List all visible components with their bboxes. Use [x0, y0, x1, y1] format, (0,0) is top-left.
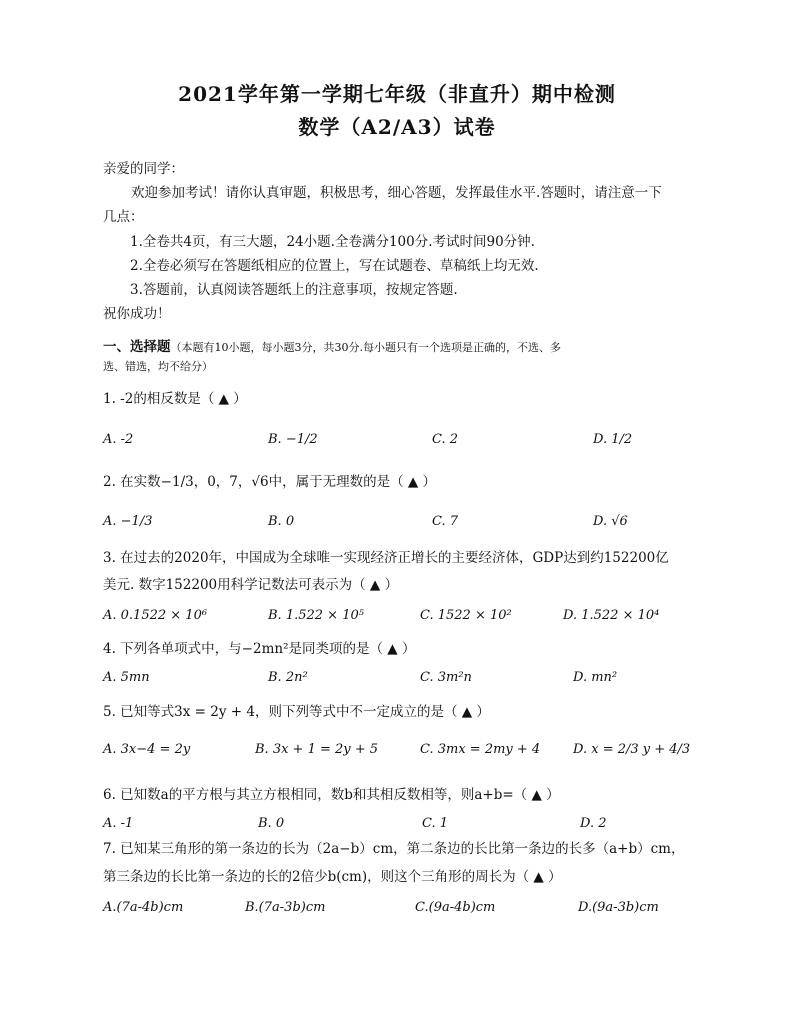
- rule-3: 3.答题前，认真阅读答题纸上的注意事项，按规定答题.: [130, 282, 458, 298]
- question-3-option-c: C. 1522 × 10²: [420, 608, 512, 623]
- section-note: （本题有10小题，每小题3分，共30分.每小题只有一个选项是正确的，不选、多: [170, 341, 561, 354]
- question-3-option-a: A. 0.1522 × 10⁶: [103, 608, 208, 623]
- section-title: 一、选择题: [103, 339, 171, 355]
- closing: 祝你成功！: [103, 306, 171, 322]
- question-6-option-a: A. -1: [103, 816, 134, 831]
- question-3-option-d: D. 1.522 × 10⁴: [563, 608, 660, 623]
- question-1-stem: 1. -2的相反数是（ ▲ ）: [103, 391, 247, 407]
- question-5-option-c: C. 3mx = 2my + 4: [420, 742, 541, 757]
- question-5-option-b: B. 3x + 1 = 2y + 5: [255, 742, 379, 757]
- question-7-stem: 7. 已知某三角形的第一条边的长为（2a−b）cm，第二条边的长比第一条边的长多（a+b）cm，: [103, 841, 685, 857]
- question-6-option-d: D. 2: [580, 816, 607, 831]
- rule-1: 1.全卷共4页，有三大题，24小题.全卷满分100分.考试时间90分钟.: [130, 234, 535, 250]
- question-1-option-a: A. -2: [103, 432, 134, 447]
- question-7-option-b: B.(7a-3b)cm: [245, 900, 326, 915]
- intro-paragraph-cont: 几点：: [103, 209, 144, 225]
- question-3-stem: 3. 在过去的2020年，中国成为全球唯一实现经济正增长的主要经济体，GDP达到约152200亿: [103, 550, 669, 566]
- question-4-stem: 4. 下列各单项式中，与−2mn²是同类项的是（ ▲ ）: [103, 641, 416, 657]
- question-2-option-d: D. √6: [593, 514, 628, 529]
- question-5-option-a: A. 3x−4 = 2y: [103, 742, 191, 757]
- question-4-option-d: D. mn²: [573, 670, 618, 685]
- intro-paragraph: 欢迎参加考试！请你认真审题，积极思考，细心答题，发挥最佳水平.答题时，请注意一下: [131, 185, 662, 201]
- question-3-stem-cont: 美元. 数字152200用科学记数法可表示为（ ▲ ）: [103, 577, 399, 593]
- question-4-option-b: B. 2n²: [268, 670, 308, 685]
- question-1-option-d: D. 1/2: [593, 432, 633, 447]
- question-2-option-c: C. 7: [432, 514, 459, 529]
- exam-subtitle: 数学（A2/A3）试卷: [298, 115, 496, 139]
- rule-2: 2.全卷必须写在答题纸相应的位置上，写在试题卷、草稿纸上均无效.: [130, 258, 539, 274]
- question-7-option-a: A.(7a-4b)cm: [103, 900, 184, 915]
- question-2-stem: 2. 在实数−1/3，0，7，√6中，属于无理数的是（ ▲ ）: [103, 474, 437, 490]
- question-4-option-a: A. 5mn: [103, 670, 150, 685]
- question-7-option-d: D.(9a-3b)cm: [578, 900, 659, 915]
- question-4-option-c: C. 3m²n: [420, 670, 472, 685]
- question-1-option-c: C. 2: [432, 432, 459, 447]
- question-5-option-d: D. x = 2/3 y + 4/3: [573, 742, 691, 757]
- greeting: 亲爱的同学：: [103, 161, 184, 177]
- question-2-option-b: B. 0: [268, 514, 295, 529]
- exam-title: 2021学年第一学期七年级（非直升）期中检测: [178, 82, 616, 106]
- question-3-option-b: B. 1.522 × 10⁵: [268, 608, 364, 623]
- question-5-stem: 5. 已知等式3x = 2y + 4，则下列等式中不一定成立的是（ ▲ ）: [103, 704, 490, 720]
- question-2-option-a: A. −1/3: [103, 514, 153, 529]
- question-7-stem-cont: 第三条边的长比第一条边的长的2倍少b(cm)，则这个三角形的周长为（ ▲ ）: [103, 869, 562, 885]
- section-heading: [103, 338, 561, 357]
- section-note-cont: 选、错选，均不给分）: [103, 360, 213, 373]
- question-1-option-b: B. −1/2: [268, 432, 318, 447]
- question-7-option-c: C.(9a-4b)cm: [415, 900, 496, 915]
- question-6-option-c: C. 1: [422, 816, 449, 831]
- question-6-option-b: B. 0: [258, 816, 285, 831]
- question-6-stem: 6. 已知数a的平方根与其立方根相同，数b和其相反数相等，则a+b=（ ▲ ）: [103, 787, 560, 803]
